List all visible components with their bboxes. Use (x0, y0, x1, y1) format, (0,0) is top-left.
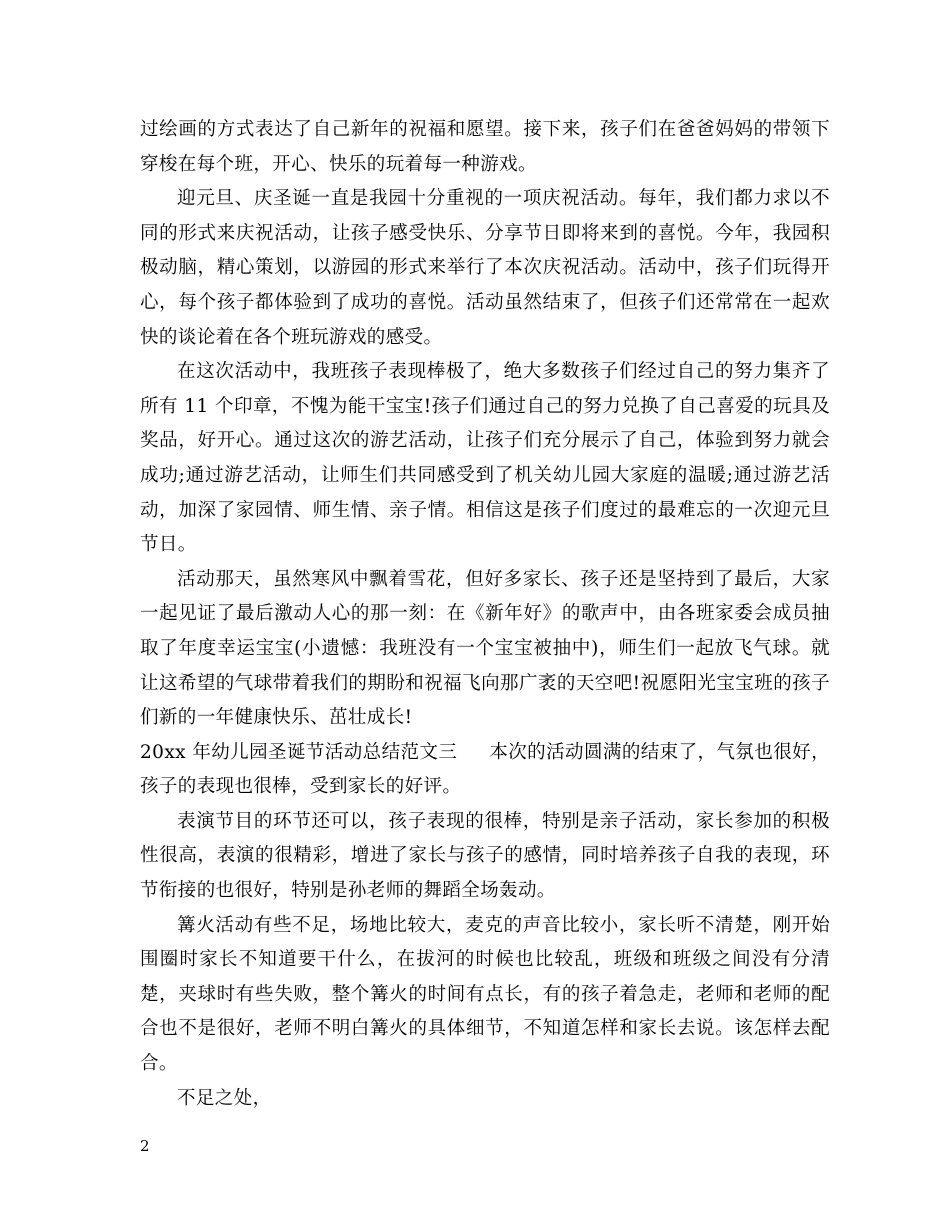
paragraph-class-performance: 在这次活动中，我班孩子表现棒极了，绝大多数孩子们经过自己的努力集齐了所有 11 个印章，不愧为能干宝宝!孩子们通过自己的努力兑换了自己喜爱的玩具及奖品，好开心。通过这次的游艺活动，让孩子们充分展示了自己，体验到努力就会成功;通过游艺活动，让师生们共同感受到了机关幼儿园大家庭的温暖;通过游艺活动，加深了家园情、师生情、亲子情。相信这是孩子们度过的最难忘的一次迎元旦节日。 (140, 361, 830, 556)
section-heading: 20xx 年幼儿园圣诞节活动总结范文三 (140, 741, 458, 763)
paragraph-balloon-release: 活动那天，虽然寒风中飘着雪花，但好多家长、孩子还是坚持到了最后，大家一起见证了最后激动人心的那一刻：在《新年好》的歌声中，由各班家委会成员抽取了年度幸运宝宝(小遗憾：我班没有一个宝宝被抽中)，师生们一起放飞气球。就让这希望的气球带着我们的期盼和祝福飞向那广袤的天空吧!祝愿阳光宝宝班的孩子们新的一年健康快乐、茁壮成长! (140, 568, 830, 729)
section-opening-text: 本次的活动圆满的结束了，气氛也很好，孩子的表现也很棒，受到家长的好评。 (140, 741, 831, 798)
paragraph-performance-review: 表演节目的环节还可以，孩子表现的很棒，特别是亲子活动，家长参加的积极性很高，表演的很精彩，增进了家长与孩子的感情，同时培养孩子自我的表现，环节衔接的也很好，特别是孙老师的舞蹈全场轰动。 (140, 810, 830, 902)
paragraph-shortcomings: 不足之处， (177, 1087, 272, 1109)
page-number: 2 (140, 1137, 150, 1155)
paragraph-continuation: 过绘画的方式表达了自己新年的祝福和愿望。接下来，孩子们在爸爸妈妈的带领下穿梭在每个班，开心、快乐的玩着每一种游戏。 (140, 119, 830, 175)
paragraph-celebration-intro: 迎元旦、庆圣诞一直是我园十分重视的一项庆祝活动。每年，我们都力求以不同的形式来庆祝活动，让孩子感受快乐、分享节日即将来到的喜悦。今年，我园积极动脑，精心策划，以游园的形式来举行了本次庆祝活动。活动中，孩子们玩得开心，每个孩子都体验到了成功的喜悦。活动虽然结束了，但孩子们还常常在一起欢快的谈论着在各个班玩游戏的感受。 (140, 188, 830, 348)
paragraph-bonfire-shortcomings: 篝火活动有些不足，场地比较大，麦克的声音比较小，家长听不清楚，刚开始围圈时家长不知道要干什么，在拔河的时候也比较乱，班级和班级之间没有分清楚，夹球时有些失败，整个篝火的时间有点长，有的孩子着急走，老师和老师的配合也不是很好，老师不明白篝火的具体细节，不知道怎样和家长去说。该怎样去配合。 (140, 914, 830, 1075)
document-body (140, 113, 830, 1116)
paragraph-section-three (140, 736, 830, 805)
